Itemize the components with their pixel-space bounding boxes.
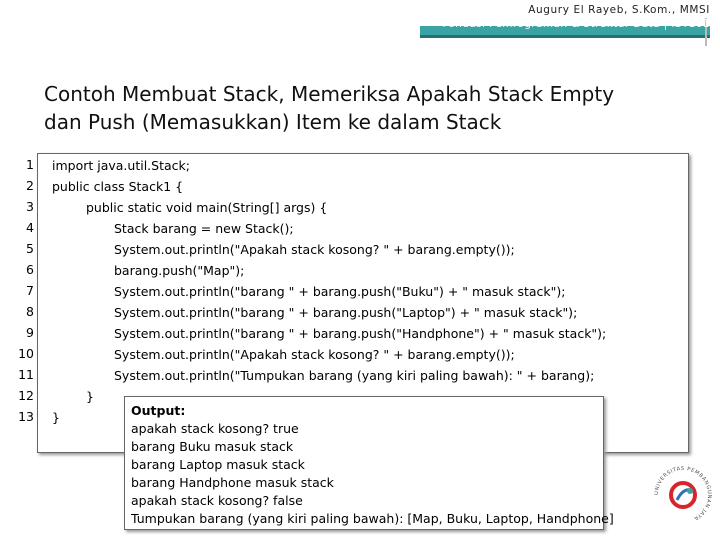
header-author: Augury El Rayeb, S.Kom., MMSI — [528, 4, 710, 16]
output-line: barang Buku masuk stack — [131, 439, 294, 454]
code-line: System.out.println("barang " + barang.push("Laptop") + " masuk stack"); — [114, 305, 578, 320]
code-line: public static void main(String[] args) { — [86, 200, 328, 215]
line-number: 4 — [26, 220, 34, 235]
line-number: 8 — [26, 304, 34, 319]
output-line: barang Laptop masuk stack — [131, 457, 305, 472]
line-number: 13 — [18, 409, 34, 424]
output-line: barang Handphone masuk stack — [131, 475, 334, 490]
code-line: } — [52, 410, 60, 425]
output-line: apakah stack kosong? false — [131, 493, 303, 508]
output-line: apakah stack kosong? true — [131, 421, 299, 436]
line-number: 7 — [26, 283, 34, 298]
line-number: 3 — [26, 199, 34, 214]
line-number: 1 — [26, 157, 34, 172]
code-line: import java.util.Stack; — [52, 158, 190, 173]
code-line: barang.push("Map"); — [114, 263, 245, 278]
university-logo — [648, 460, 718, 530]
slide-header — [0, 0, 720, 40]
code-line: System.out.println("Apakah stack kosong? " + barang.empty()); — [114, 242, 515, 257]
slide-title-line-2: dan Push (Memasukkan) Item ke dalam Stack — [44, 110, 502, 134]
code-line: public class Stack1 { — [52, 179, 184, 194]
header-course: Fondasi Pemrograman & Struktur Data | IST101 — [442, 18, 710, 30]
slide-title-line-1: Contoh Membuat Stack, Memeriksa Apakah Stack Empty — [44, 82, 615, 106]
code-line: System.out.println("barang " + barang.push("Handphone") + " masuk stack"); — [114, 326, 607, 341]
output-panel — [124, 396, 614, 530]
header-accent-underline — [420, 35, 710, 38]
logo-ring-text: UNIVERSITAS PEMBANGUNAN JAYA — [653, 465, 713, 522]
line-number: 12 — [18, 388, 34, 403]
output-label: Output: — [131, 403, 186, 418]
line-number: 5 — [26, 241, 34, 256]
line-number: 9 — [26, 325, 34, 340]
code-line: System.out.println("Apakah stack kosong? " + barang.empty()); — [114, 347, 515, 362]
output-line: Tumpukan barang (yang kiri paling bawah): [Map, Buku, Laptop, Handphone] — [131, 511, 614, 526]
line-number: 11 — [18, 367, 34, 382]
line-number: 6 — [26, 262, 34, 277]
line-number: 2 — [26, 178, 34, 193]
code-line: Stack barang = new Stack(); — [114, 221, 294, 236]
slide-title — [44, 80, 684, 136]
logo-red-ring — [671, 483, 695, 507]
logo-teal-dot — [687, 488, 693, 494]
code-line: System.out.println("Tumpukan barang (yang kiri paling bawah): " + barang); — [114, 368, 595, 383]
code-line: System.out.println("barang " + barang.push("Buku") + " masuk stack"); — [114, 284, 566, 299]
code-line: } — [86, 389, 94, 404]
line-number: 10 — [18, 346, 34, 361]
